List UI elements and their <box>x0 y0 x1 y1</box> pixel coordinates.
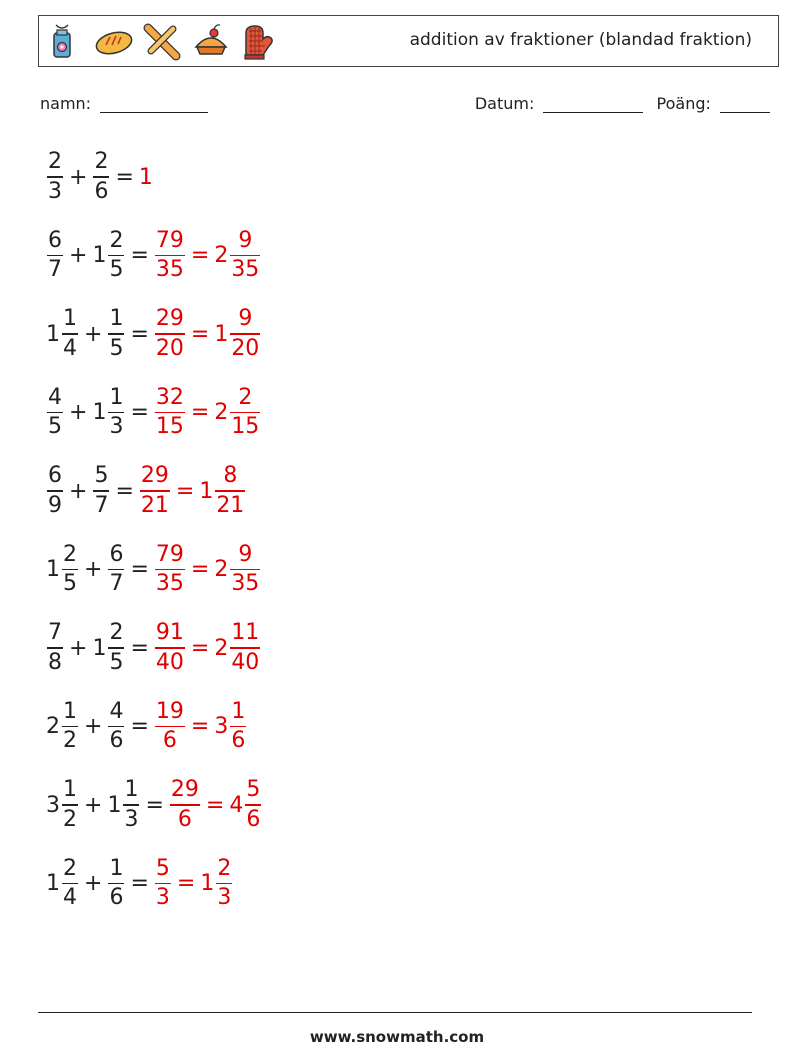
whole-number: 1 <box>92 243 107 268</box>
numerator: 29 <box>155 306 184 332</box>
fraction <box>108 619 124 677</box>
numerator: 91 <box>155 620 184 646</box>
numerator: 9 <box>238 227 253 253</box>
fraction <box>230 305 260 363</box>
whole-number: 3 <box>214 714 229 739</box>
equals-sign: = <box>190 243 210 268</box>
equals-sign: = <box>130 871 149 896</box>
denominator: 5 <box>63 571 77 597</box>
fraction <box>215 462 245 520</box>
addend-1 <box>46 619 64 677</box>
improper-fraction <box>154 227 186 285</box>
numerator: 2 <box>63 855 77 881</box>
denominator: 6 <box>162 728 177 754</box>
whole-number: 2 <box>214 635 229 661</box>
denominator: 7 <box>48 257 62 283</box>
mixed-number-answer <box>139 165 154 190</box>
numerator: 9 <box>238 306 253 332</box>
numerator: 6 <box>109 541 124 567</box>
fraction <box>155 227 185 285</box>
header-icons <box>45 23 281 61</box>
footer-divider <box>38 1012 752 1013</box>
denominator: 40 <box>155 649 184 675</box>
numerator: 32 <box>155 384 184 410</box>
numerator: 4 <box>48 384 62 410</box>
problem-row <box>46 380 261 446</box>
equals-sign: = <box>190 714 210 739</box>
answer <box>154 698 247 756</box>
problem-row <box>46 772 262 838</box>
numerator: 11 <box>231 620 260 646</box>
numerator: 5 <box>155 855 170 881</box>
denominator: 5 <box>109 335 124 361</box>
denominator: 40 <box>231 649 260 675</box>
denominator: 6 <box>177 806 192 832</box>
fraction <box>170 776 200 834</box>
fraction <box>108 384 124 442</box>
addend-1 <box>46 305 79 363</box>
numerator: 5 <box>94 463 109 489</box>
numerator: 1 <box>231 698 246 724</box>
denominator: 6 <box>94 178 109 204</box>
denominator: 3 <box>155 885 170 911</box>
numerator: 4 <box>109 698 124 724</box>
fraction <box>62 855 78 913</box>
numerator: 8 <box>223 463 238 489</box>
numerator: 5 <box>246 777 261 803</box>
plus-sign: + <box>84 321 103 347</box>
mixed-number-answer <box>229 776 262 834</box>
fraction <box>155 384 185 442</box>
numerator: 79 <box>155 227 184 253</box>
footer-url: www.snowmath.com <box>309 1028 485 1046</box>
denominator: 20 <box>231 335 260 361</box>
numerator: 1 <box>63 777 77 803</box>
answer <box>139 165 154 190</box>
mixed-number-answer <box>214 384 261 442</box>
equals-sign: = <box>145 792 164 818</box>
whole-number: 1 <box>46 557 60 582</box>
numerator: 2 <box>238 384 253 410</box>
denominator: 15 <box>231 414 260 440</box>
fraction <box>108 698 124 756</box>
fraction <box>216 855 232 913</box>
numerator: 2 <box>48 149 62 175</box>
denominator: 35 <box>155 257 184 283</box>
improper-fraction <box>154 384 186 442</box>
equals-sign: = <box>130 714 149 739</box>
fraction <box>93 462 109 520</box>
fraction <box>245 776 261 834</box>
whole-number: 2 <box>214 243 229 268</box>
fraction <box>108 855 124 913</box>
fraction <box>230 227 260 285</box>
addend-2 <box>92 384 125 442</box>
answer <box>154 384 261 442</box>
denominator: 2 <box>63 806 77 832</box>
numerator: 6 <box>48 463 62 489</box>
denominator: 3 <box>109 414 124 440</box>
numerator: 1 <box>109 306 124 332</box>
answer <box>139 462 246 520</box>
fraction <box>62 776 78 834</box>
denominator: 15 <box>155 414 184 440</box>
bread-icon <box>94 23 134 61</box>
mixed-number-answer <box>214 305 261 363</box>
numerator: 2 <box>63 541 77 567</box>
denominator: 21 <box>140 492 169 518</box>
numerator: 1 <box>109 384 124 410</box>
worksheet-title: addition av fraktioner (blandad fraktion) <box>409 30 752 50</box>
problem-row <box>46 144 154 210</box>
denominator: 35 <box>231 257 260 283</box>
equals-sign: = <box>130 557 149 582</box>
equals-sign: = <box>115 478 134 504</box>
equals-sign: = <box>190 635 210 661</box>
name-blank <box>100 98 208 113</box>
mixed-number-answer <box>214 541 261 599</box>
problem-row <box>46 301 261 367</box>
denominator: 3 <box>48 178 62 204</box>
date-label: Datum: <box>474 94 535 113</box>
fraction <box>108 227 124 285</box>
plus-sign: + <box>84 714 103 739</box>
denominator: 20 <box>155 335 184 361</box>
improper-fraction <box>154 698 186 756</box>
denominator: 6 <box>109 885 124 911</box>
addend-2 <box>92 619 125 677</box>
answer <box>154 305 261 363</box>
addend-1 <box>46 462 64 520</box>
addend-1 <box>46 148 64 206</box>
mixed-number-answer <box>199 462 246 520</box>
denominator: 5 <box>109 649 124 675</box>
denominator: 6 <box>109 728 124 754</box>
name-field <box>40 94 208 113</box>
addend-1 <box>46 698 79 756</box>
addend-2 <box>107 855 125 913</box>
whole-number: 4 <box>229 792 244 818</box>
name-label: namn: <box>40 94 92 113</box>
improper-fraction <box>139 462 171 520</box>
fraction <box>230 619 260 677</box>
whole-number: 1 <box>92 400 107 425</box>
denominator: 3 <box>124 806 139 832</box>
answer <box>169 776 262 834</box>
score-label: Poäng: <box>656 94 711 113</box>
equals-sign: = <box>130 243 149 268</box>
fraction <box>123 776 139 834</box>
fraction <box>47 462 63 520</box>
fraction <box>155 541 185 599</box>
whole-number: 2 <box>214 400 229 425</box>
date-blank <box>543 98 643 113</box>
mixed-number-answer <box>214 227 261 285</box>
pie-icon <box>192 23 232 61</box>
fraction <box>47 384 63 442</box>
numerator: 2 <box>109 620 124 646</box>
fraction <box>47 227 63 285</box>
improper-fraction <box>154 855 172 913</box>
addend-2 <box>107 698 125 756</box>
fraction <box>140 462 170 520</box>
denominator: 7 <box>94 492 109 518</box>
plus-sign: + <box>69 635 88 661</box>
addend-2 <box>107 541 125 599</box>
numerator: 2 <box>94 149 109 175</box>
rolling-pin-icon <box>143 23 183 61</box>
addend-2 <box>92 148 110 206</box>
denominator: 9 <box>48 492 62 518</box>
plus-sign: + <box>69 478 88 504</box>
whole-number: 1 <box>107 792 122 818</box>
equals-sign: = <box>130 635 149 661</box>
addend-1 <box>46 776 79 834</box>
denominator: 3 <box>217 885 232 911</box>
mixed-number-answer <box>214 698 247 756</box>
fraction <box>47 619 63 677</box>
answer <box>154 541 261 599</box>
date-score-fields <box>475 94 770 113</box>
problem-row <box>46 223 261 289</box>
denominator: 7 <box>109 571 124 597</box>
equals-sign: = <box>205 792 225 818</box>
equals-sign: = <box>130 400 149 425</box>
denominator: 35 <box>231 571 260 597</box>
denominator: 6 <box>231 728 246 754</box>
fraction <box>230 698 246 756</box>
plus-sign: + <box>84 557 103 582</box>
equals-sign: = <box>190 557 210 582</box>
numerator: 29 <box>140 463 169 489</box>
addend-2 <box>107 776 140 834</box>
answer <box>154 855 233 913</box>
denominator: 8 <box>48 649 62 675</box>
numerator: 29 <box>170 777 199 803</box>
fraction <box>230 541 260 599</box>
problem-row <box>46 851 233 917</box>
improper-fraction <box>154 541 186 599</box>
fraction <box>155 855 171 913</box>
numerator: 1 <box>124 777 139 803</box>
numerator: 1 <box>63 698 77 724</box>
equals-sign: = <box>175 478 195 504</box>
plus-sign: + <box>69 164 88 190</box>
whole-number: 1 <box>46 321 60 347</box>
fraction <box>62 541 78 599</box>
denominator: 6 <box>246 806 261 832</box>
whole-number: 1 <box>214 321 229 347</box>
plus-sign: + <box>69 400 88 425</box>
answer <box>154 619 261 677</box>
apron-icon <box>45 23 85 61</box>
addend-2 <box>107 305 125 363</box>
addend-1 <box>46 855 79 913</box>
equals-sign: = <box>190 400 210 425</box>
fraction <box>155 305 185 363</box>
fraction <box>93 148 109 206</box>
denominator: 35 <box>155 571 184 597</box>
addend-1 <box>46 227 64 285</box>
denominator: 21 <box>216 492 245 518</box>
problem-row <box>46 615 261 681</box>
plus-sign: + <box>69 243 88 268</box>
oven-mitt-icon <box>241 23 281 61</box>
numerator: 6 <box>48 227 62 253</box>
problem-row <box>46 694 247 760</box>
fraction <box>155 619 185 677</box>
fraction <box>62 305 78 363</box>
whole-number: 1 <box>200 871 215 896</box>
mixed-number-answer <box>214 619 261 677</box>
whole-number: 1 <box>138 164 153 190</box>
worksheet-header <box>38 15 779 67</box>
numerator: 19 <box>155 698 184 724</box>
equals-sign: = <box>176 871 196 896</box>
denominator: 2 <box>63 728 77 754</box>
addend-2 <box>92 227 125 285</box>
whole-number: 1 <box>46 871 60 896</box>
plus-sign: + <box>84 792 103 818</box>
numerator: 9 <box>238 541 253 567</box>
improper-fraction <box>154 305 186 363</box>
fraction <box>108 305 124 363</box>
equals-sign: = <box>190 321 210 347</box>
improper-fraction <box>169 776 201 834</box>
fraction <box>108 541 124 599</box>
numerator: 2 <box>109 227 124 253</box>
numerator: 1 <box>63 306 77 332</box>
numerator: 7 <box>48 620 62 646</box>
fraction <box>230 384 260 442</box>
denominator: 5 <box>48 414 62 440</box>
equals-sign: = <box>115 164 134 190</box>
denominator: 4 <box>63 335 77 361</box>
whole-number: 3 <box>46 792 60 818</box>
problem-row <box>46 537 261 603</box>
plus-sign: + <box>84 871 103 896</box>
fraction <box>47 148 63 206</box>
numerator: 2 <box>217 855 232 881</box>
equals-sign: = <box>130 321 149 347</box>
answer <box>154 227 261 285</box>
problem-row <box>46 458 246 524</box>
denominator: 4 <box>63 885 77 911</box>
denominator: 5 <box>109 257 124 283</box>
addend-1 <box>46 541 79 599</box>
improper-fraction <box>154 619 186 677</box>
addend-2 <box>92 462 110 520</box>
numerator: 79 <box>155 541 184 567</box>
fraction <box>155 698 185 756</box>
score-blank <box>720 98 770 113</box>
whole-number: 1 <box>199 478 214 504</box>
addend-1 <box>46 384 64 442</box>
whole-number: 1 <box>92 635 107 661</box>
whole-number: 2 <box>46 714 60 739</box>
numerator: 1 <box>109 855 124 881</box>
mixed-number-answer <box>200 855 233 913</box>
whole-number: 2 <box>214 557 229 582</box>
fraction <box>62 698 78 756</box>
